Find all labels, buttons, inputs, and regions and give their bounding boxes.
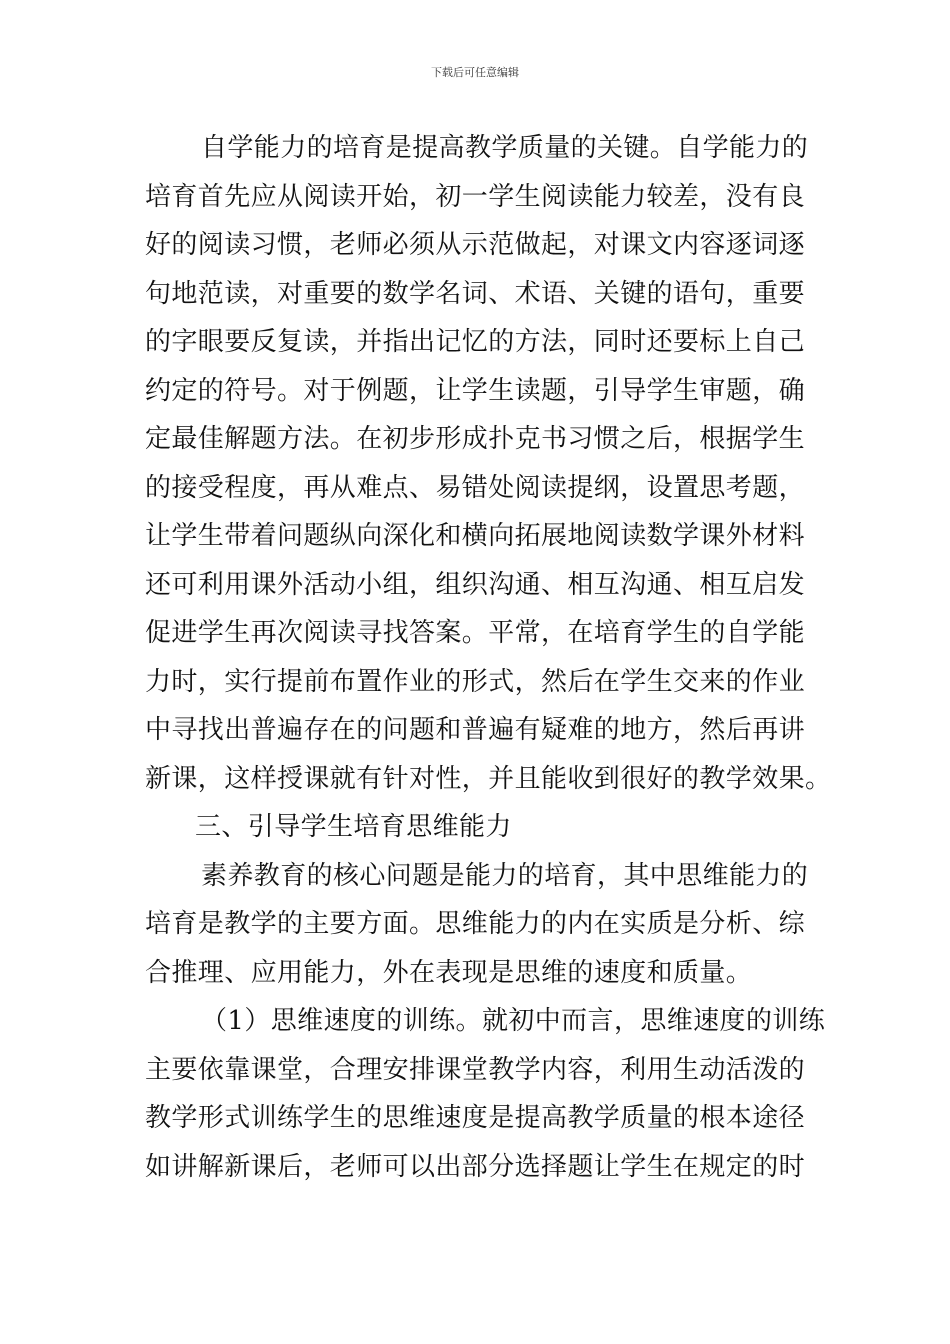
text-line: 培育首先应从阅读开始，初一学生阅读能力较差，没有良: [145, 181, 806, 212]
text-line: 合推理、应用能力，外在表现是思维的速度和质量。: [145, 957, 753, 988]
text-line: 定最佳解题方法。在初步形成扑克书习惯之后，根据学生: [145, 424, 806, 454]
text-line: 素养教育的核心问题是能力的培育，其中思维能力的: [201, 860, 809, 891]
text-line: 新课，这样授课就有针对性，并且能收到很好的教学效果。: [145, 763, 832, 794]
text-line: 还可利用课外活动小组，组织沟通、相互沟通、相互启发: [145, 569, 806, 600]
text-line: 的字眼要反复读，并指出记忆的方法，同时还要标上自己: [145, 327, 806, 357]
text-line: 让学生带着问题纵向深化和横向拓展地阅读数学课外材料: [145, 521, 806, 551]
text-line: 教学形式训练学生的思维速度是提高教学质量的根本途径: [145, 1103, 806, 1133]
text-line: 好的阅读习惯，老师必须从示范做起，对课文内容逐词逐: [145, 230, 806, 260]
text-line: 自学能力的培育是提高教学质量的关键。自学能力的: [201, 133, 809, 163]
text-line: （1）思维速度的训练。就初中而言，思维速度的训练: [201, 1006, 826, 1036]
text-line: 力时，实行提前布置作业的形式，然后在学生交来的作业: [145, 666, 806, 697]
page-header: 下载后可任意编辑: [431, 66, 519, 79]
text-line: 句地范读，对重要的数学名词、术语、关键的语句，重要: [145, 278, 806, 309]
text-line: 三、引导学生培育思维能力: [195, 812, 512, 842]
text-line: 促进学生再次阅读寻找答案。平常，在培育学生的自学能: [145, 618, 806, 648]
text-line: 如讲解新课后，老师可以出部分选择题让学生在规定的时: [145, 1151, 806, 1182]
text-line: 培育是教学的主要方面。思维能力的内在实质是分析、综: [145, 909, 806, 939]
text-line: 约定的符号。对于例题，让学生读题，引导学生审题，确: [145, 375, 806, 406]
text-line: 的接受程度，再从难点、易错处阅读提纲，设置思考题，: [145, 472, 806, 503]
text-line: 主要依靠课堂，合理安排课堂教学内容，利用生动活泼的: [145, 1054, 806, 1085]
text-line: 中寻找出普遍存在的问题和普遍有疑难的地方，然后再讲: [145, 715, 806, 745]
document-body: [145, 124, 832, 1191]
